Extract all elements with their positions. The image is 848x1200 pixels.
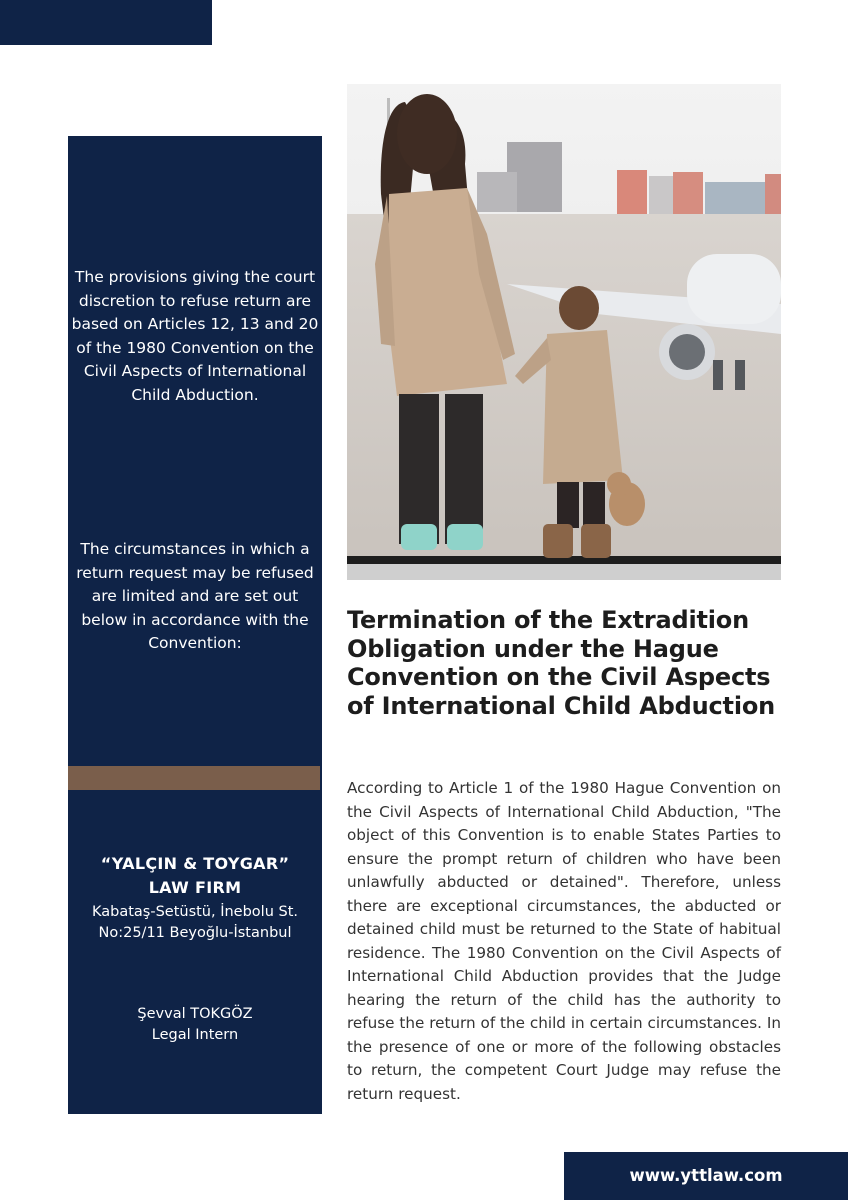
side-panel [68, 136, 322, 1114]
website-link[interactable]: www.yttlaw.com [629, 1166, 783, 1185]
firm-info [68, 852, 322, 944]
footer-website-bar [564, 1152, 848, 1200]
cover-photo-mother-child-airport [347, 84, 781, 580]
top-accent-bar [0, 0, 212, 45]
side-quote-discretion: The provisions giving the court discretion to refuse return are based on Articles 12, 13 and 20 of the 1980 Convention on the Civil Aspects of International Child Abduction. [71, 268, 319, 404]
author-role: Legal Intern [151, 1027, 239, 1043]
article-body: According to Article 1 of the 1980 Hague Convention on the Civil Aspects of International Child Abduction, "The object of this Convention is to enable States Parties to ensure the prompt return of children who have been unlawfully abducted or detained". Therefore, unless there are exceptional circumstances, the abducted or detained child must be returned to the State of habitual residence. The 1980 Convention on the Civil Aspects of International Child Abduction provides that the Judge hearing the return of the child has the authority to refuse the return of the child in certain circumstances. In the presence of one or more of the following obstacles to return, the competent Court Judge may refuse the return request. [347, 779, 781, 1103]
firm-name-line1: “YALÇIN & TOYGAR” [100, 854, 290, 873]
author-info [68, 1004, 322, 1046]
firm-address: Kabataş-Setüstü, İnebolu St. No:25/11 Beyoğlu-İstanbul [91, 904, 299, 941]
firm-name-line2: LAW FIRM [148, 878, 242, 897]
brown-divider-band [68, 766, 320, 790]
author-name: Şevval TOKGÖZ [137, 1006, 253, 1022]
side-quote-circumstances: The circumstances in which a return request may be refused are limited and are set out below in accordance with the Convention: [76, 540, 314, 652]
article-title: Termination of the Extradition Obligation under the Hague Convention on the Civil Aspects of International Child Abduction [347, 606, 776, 720]
